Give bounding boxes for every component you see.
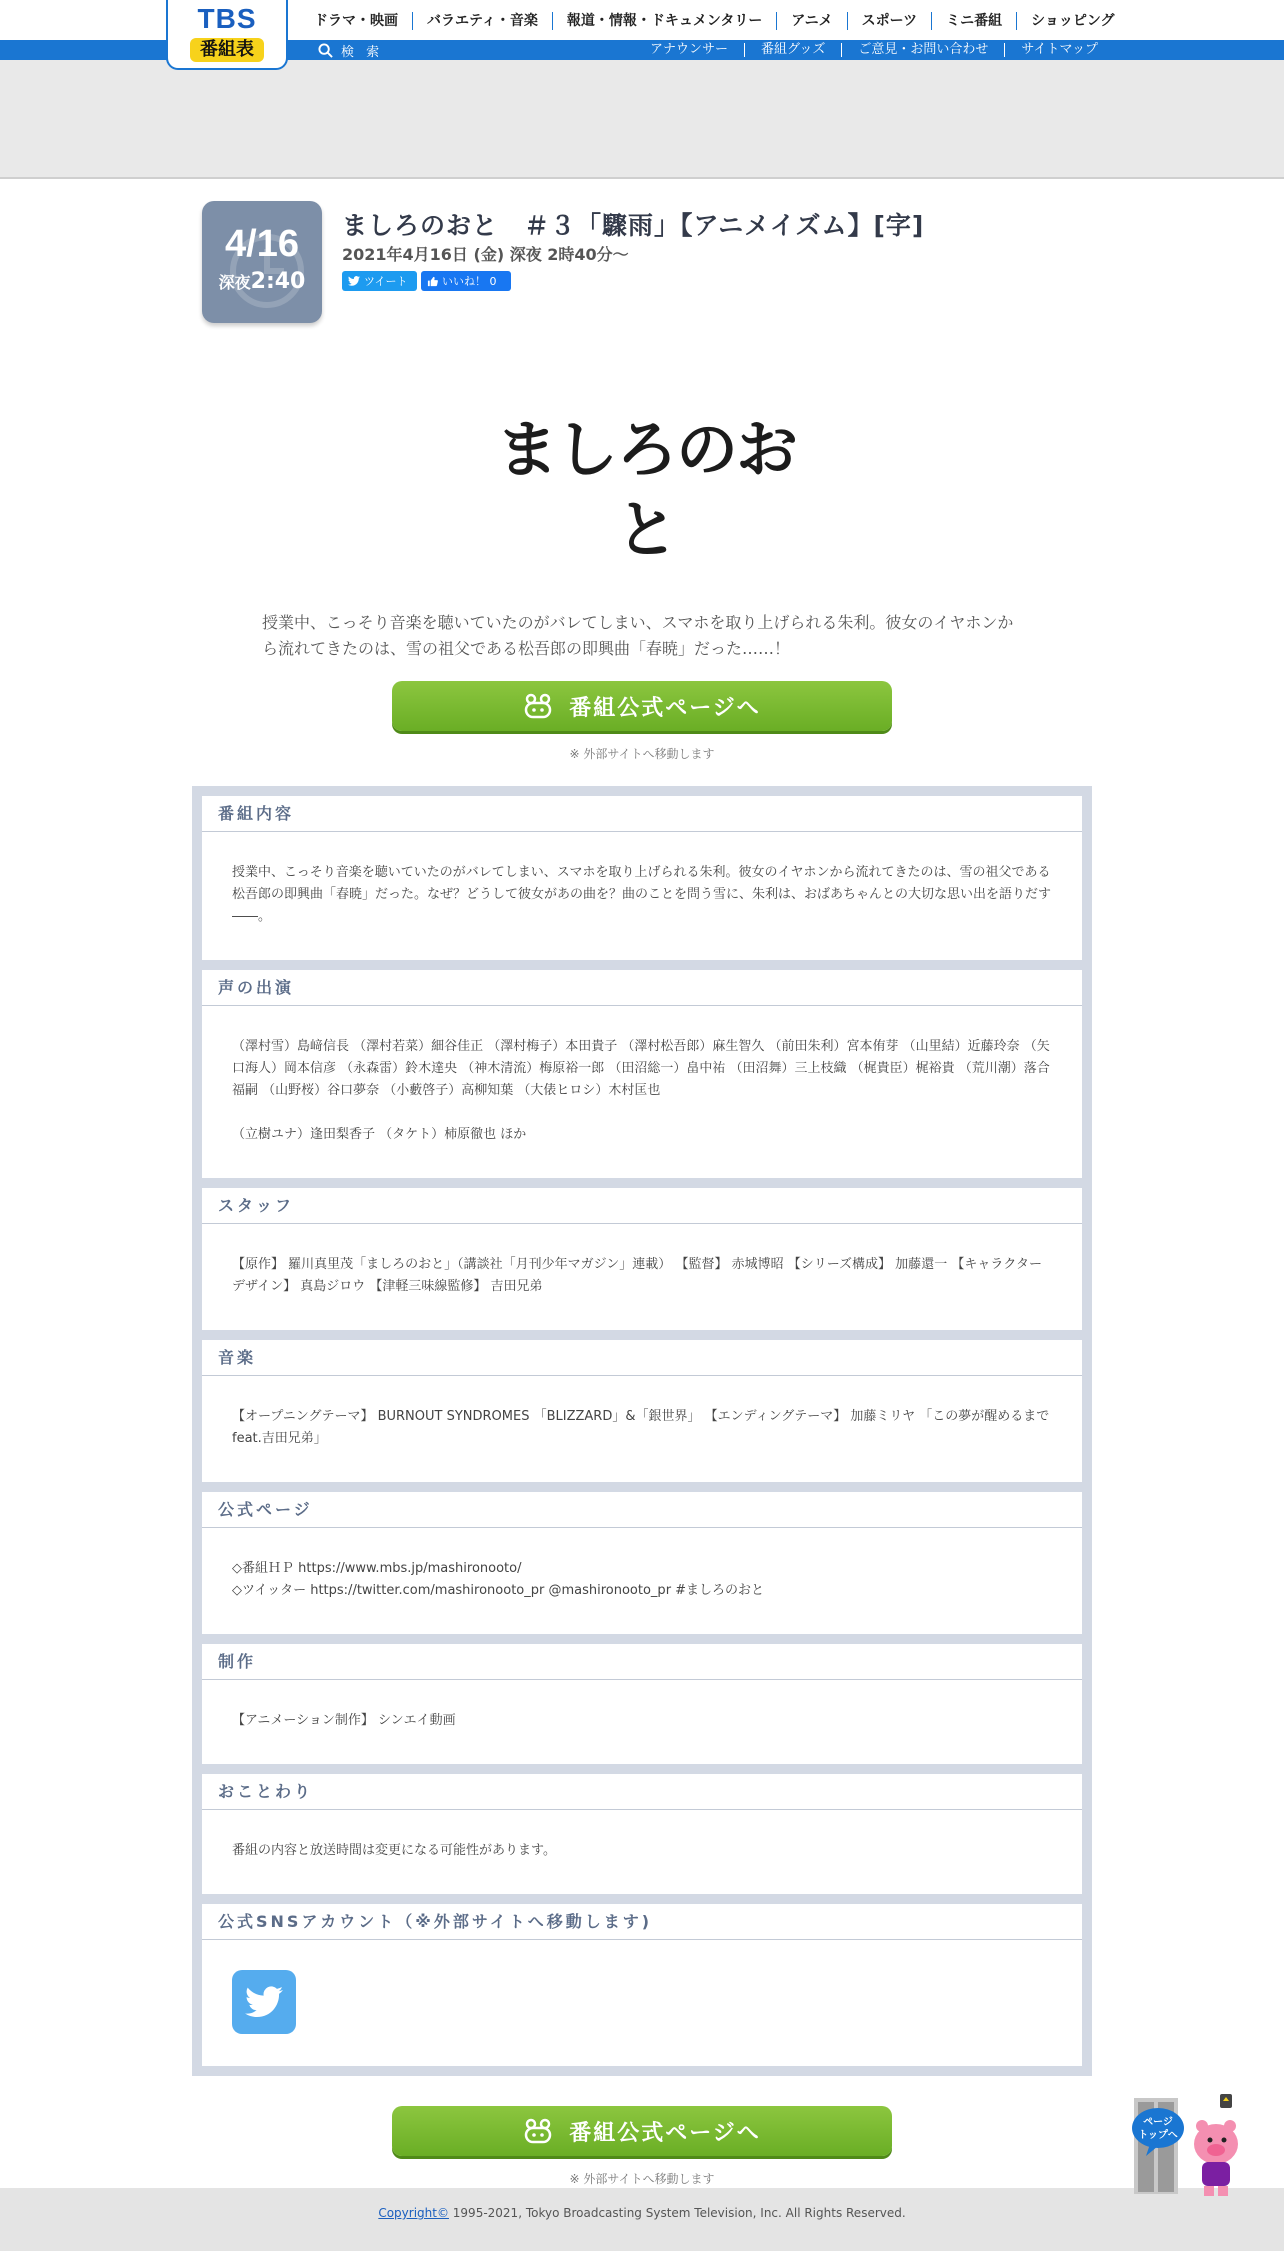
subnav-goods[interactable]: 番組グッズ <box>744 43 841 57</box>
nav-variety[interactable]: バラエティ・音楽 <box>413 12 553 30</box>
genre-nav <box>300 10 1129 32</box>
logo-tbs-text: TBS <box>197 3 257 34</box>
nav-sports[interactable]: スポーツ <box>848 12 932 30</box>
section-voice-cast <box>202 970 1082 1178</box>
like-label: いいね！ 0 <box>442 275 497 288</box>
copyright-link[interactable]: Copyright© <box>378 2206 449 2220</box>
official-twitter-link[interactable]: ◇ツイッター https://twitter.com/mashironooto_pr @mashironooto_pr #ましろのおと <box>232 1583 765 1598</box>
section-text: （澤村雪）島﨑信長 （澤村若菜）細谷佳正 （澤村梅子）本田貴子 （澤村松吾郎）麻生智久 （前田朱利）宮本侑芽 （山里結）近藤玲奈 （矢口海人）岡本信彦 （永森雷）鈴木達央 （神木清流）梅原裕一郎 （田沼総一）畠中祐 （田沼舞）三上枝織 （梶貴臣）梶裕貴 （荒川潮）落合福嗣 （山野桜）谷口夢奈 （小藪啓子）高柳知葉 （大俵ヒロシ）木村匡也 <box>232 1039 1050 1098</box>
official-page-label: 番組公式ページへ <box>569 2120 761 2146</box>
search-label: 検 索 <box>341 44 384 60</box>
program-time <box>202 269 322 294</box>
section-staff <box>202 1188 1082 1330</box>
section-text: （立樹ユナ）逢田梨香子 （タケト）柿原徹也 ほか <box>232 1127 527 1142</box>
official-page-button-bottom[interactable] <box>392 2106 892 2156</box>
nav-mini[interactable]: ミニ番組 <box>932 12 1017 30</box>
date-box <box>202 201 322 323</box>
nav-shopping[interactable]: ショッピング <box>1031 13 1115 29</box>
like-button[interactable] <box>421 271 511 291</box>
mascot-face-icon <box>523 693 553 719</box>
twitter-bird-icon <box>348 276 360 286</box>
section-production <box>202 1644 1082 1764</box>
thumbs-up-icon <box>427 276 438 287</box>
tbs-logo[interactable] <box>166 0 288 70</box>
section-disclaimer <box>202 1774 1082 1894</box>
section-program-content <box>202 796 1082 960</box>
section-title: 声の出演 <box>202 970 1082 1006</box>
subnav-announcer[interactable]: アナウンサー <box>650 42 729 57</box>
section-sns <box>202 1904 1082 2066</box>
logo-bangumi-text: 番組表 <box>190 38 264 62</box>
official-page-label: 番組公式ページへ <box>569 695 761 721</box>
tweet-label: ツイート <box>364 275 408 288</box>
sub-nav <box>634 41 1114 59</box>
site-header <box>0 0 1284 60</box>
section-title: 音楽 <box>202 1340 1082 1376</box>
official-page-button[interactable] <box>392 681 892 731</box>
nav-news[interactable]: 報道・情報・ドキュメンタリー <box>553 12 777 30</box>
twitter-bird-icon <box>245 1986 283 2018</box>
details-panel <box>192 786 1092 2076</box>
show-logo: ましろのおと <box>496 413 797 566</box>
section-title: 公式ページ <box>202 1492 1082 1528</box>
social-buttons <box>342 271 511 291</box>
external-note: ※ 外部サイトへ移動します <box>569 747 715 761</box>
section-text: 【オープニングテーマ】 BURNOUT SYNDROMES 「BLIZZARD」&「銀世界」 【エンディングテーマ】 加藤ミリヤ 「この夢が醒めるまで feat.吉田兄弟」 <box>232 1409 1050 1446</box>
copyright-text: 1995-2021, Tokyo Broadcasting System Television, Inc. All Rights Reserved. <box>448 2206 906 2220</box>
site-footer <box>0 2188 1284 2251</box>
section-title: 制作 <box>202 1644 1082 1680</box>
mascot-face-icon <box>523 2118 553 2144</box>
elevator-mascot-icon <box>1130 2090 1250 2200</box>
section-text: 【原作】 羅川真里茂「ましろのおと」（講談社「月刊少年マガジン」連載） 【監督】 赤城博昭 【シリーズ構成】 加藤還一 【キャラクターデザイン】 真島ジロウ 【津軽三味線監修】 吉田兄弟 <box>232 1257 1043 1294</box>
pagetop-label-2: トップへ <box>1138 2130 1178 2141</box>
pagetop-label-1: ページ <box>1143 2117 1173 2128</box>
time-prefix: 深夜 <box>218 273 251 292</box>
section-text: 番組の内容と放送時間は変更になる可能性があります。 <box>232 1843 556 1858</box>
ad-banner-area <box>0 60 1284 179</box>
official-hp-link[interactable]: ◇番組ＨＰ https://www.mbs.jp/mashironooto/ <box>232 1561 522 1576</box>
nav-drama[interactable]: ドラマ・映画 <box>300 12 413 30</box>
search-link[interactable] <box>318 41 383 59</box>
section-title: 番組内容 <box>202 796 1082 832</box>
section-music <box>202 1340 1082 1482</box>
time-value: 2:40 <box>250 269 306 294</box>
subnav-contact[interactable]: ご意見・お問い合わせ <box>841 43 1004 57</box>
program-title: ましろのおと ＃３「驟雨」【アニメイズム】[字] <box>342 211 925 240</box>
section-title: スタッフ <box>202 1188 1082 1224</box>
external-note: ※ 外部サイトへ移動します <box>569 2172 715 2186</box>
section-title: おことわり <box>202 1774 1082 1810</box>
subnav-sitemap[interactable]: サイトマップ <box>1004 43 1114 57</box>
section-official-page <box>202 1492 1082 1634</box>
page-top-button[interactable] <box>1130 2090 1250 2200</box>
program-date: 4/16 <box>225 223 299 265</box>
nav-anime[interactable]: アニメ <box>777 12 847 30</box>
broadcast-datetime: 2021年4月16日 (金) 深夜 2時40分〜 <box>342 245 629 264</box>
section-text: 【アニメーション制作】 シンエイ動画 <box>232 1713 456 1728</box>
section-text: 授業中、こっそり音楽を聴いていたのがバレてしまい、スマホを取り上げられる朱利。彼女のイヤホンから流れてきたのは、雪の祖父である松吾郎の即興曲「春暁」だった。なぜ？どうして彼女があの曲を？曲のことを問う雪に、朱利は、おばあちゃんとの大切な思い出を語りだす――。 <box>232 865 1052 924</box>
section-title: 公式SNSアカウント（※外部サイトへ移動します) <box>202 1904 1082 1940</box>
search-icon <box>318 43 333 58</box>
twitter-account-button[interactable] <box>232 1970 296 2034</box>
tweet-button[interactable] <box>342 271 417 291</box>
program-lead: 授業中、こっそり音楽を聴いていたのがバレてしまい、スマホを取り上げられる朱利。彼女のイヤホンから流れてきたのは、雪の祖父である松吾郎の即興曲「春暁」だった……！ <box>262 613 1014 658</box>
